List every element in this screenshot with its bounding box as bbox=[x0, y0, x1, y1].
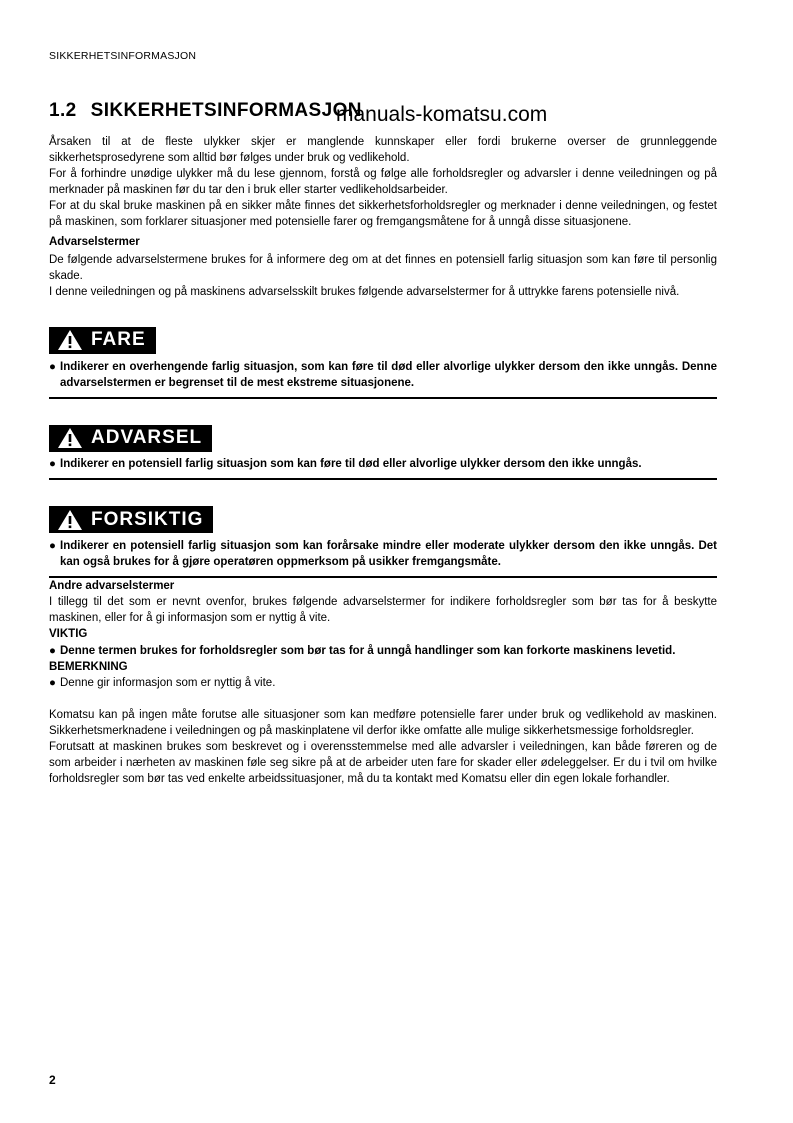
signal-label: FARE bbox=[91, 329, 146, 351]
section-number: 1.2 bbox=[49, 100, 77, 121]
bullet-icon: ● bbox=[49, 676, 56, 689]
signal-text: Indikerer en potensiell farlig situasjon som kan forårsake mindre eller moderate ulykker dersom den ikke unngås. Det kan også brukes for å gjøre operatøren oppmerksom på usikker fremgangsmåte. bbox=[60, 540, 717, 569]
section-title-text: SIKKERHETSINFORMASJON bbox=[90, 100, 362, 121]
viktig-item bbox=[49, 643, 717, 659]
section-title bbox=[49, 100, 362, 122]
document-body bbox=[49, 134, 717, 787]
bullet-icon: ● bbox=[49, 644, 56, 657]
bemerkning-text: Denne gir informasjon som er nyttig å vite. bbox=[60, 676, 276, 689]
warning-triangle-icon bbox=[57, 329, 83, 351]
closing-paragraph: Forutsatt at maskinen brukes som beskrevet og i overensstemmelse med alle advarsler i veiledningen, kan både føreren og de som arbeider i nærheten av maskinen føle seg sikre på at de arbeider uten fare for skader eller ødeleggelser. Er du i tvil om hvilke forholdsregler som bør tas ved enkelte arbeidssituasjoner, må du ta kontakt med Komatsu eller din egen lokale forhandler. bbox=[49, 741, 717, 786]
signal-text: Indikerer en potensiell farlig situasjon som kan føre til død eller alvorlige ulykker dersom den ikke unngås. bbox=[60, 458, 642, 471]
andre-heading: Andre advarselstermer bbox=[49, 580, 175, 593]
advarselstermer-paragraph: De følgende advarselstermene brukes for å informere deg om at det finnes en potensiell farlig situasjon som kan føre til personlig skade. bbox=[49, 253, 717, 282]
andre-paragraph: I tillegg til det som er nevnt ovenfor, brukes følgende advarselstermer for indikere forholdsregler som bør tas for å beskytte maskinen, eller for å gi informasjon som er nyttig å vite. bbox=[49, 596, 717, 625]
warning-triangle-icon bbox=[57, 509, 83, 531]
viktig-heading: VIKTIG bbox=[49, 628, 88, 641]
signal-text: Indikerer en overhengende farlig situasjon, som kan føre til død eller alvorlige ulykker dersom den ikke unngås. Denne advarselstermen er begrenset til de mest ekstreme situasjonene. bbox=[60, 360, 717, 389]
advarselstermer-paragraph: I denne veiledningen og på maskinens advarselsskilt brukes følgende advarselstermer for å uttrykke farens potensielle nivå. bbox=[49, 285, 680, 298]
bemerkning-item bbox=[49, 675, 717, 691]
bullet-icon: ● bbox=[49, 360, 56, 373]
bullet-icon: ● bbox=[49, 540, 56, 552]
signal-description bbox=[49, 538, 717, 578]
watermark: manuals-komatsu.com bbox=[336, 103, 548, 126]
closing-paragraph: Komatsu kan på ingen måte forutse alle situasjoner som kan medføre potensielle farer under bruk og vedlikehold av maskinen. Sikkerhetsmerknadene i veiledningen og på maskinplatene vil derfor ikke omfatte alle mulige sikkerhetsmessige forholdsregler. bbox=[49, 708, 717, 737]
viktig-text: Denne termen brukes for forholdsregler som bør tas for å unngå handlinger som kan forkorte maskinens levetid. bbox=[60, 644, 676, 657]
bullet-icon: ● bbox=[49, 458, 56, 471]
signal-description bbox=[49, 456, 717, 480]
signal-label: FORSIKTIG bbox=[91, 508, 204, 530]
intro-paragraph: For at du skal bruke maskinen på en sikker måte finnes det sikkerhetsforholdsregler og merknader i denne veiledningen, og festet på maskinen, som forklarer situasjoner med potensielle farer og fremgangsmåtene for å unngå disse situasjonene. bbox=[49, 200, 717, 229]
signal-description bbox=[49, 359, 717, 399]
running-header: SIKKERHETSINFORMASJON bbox=[49, 50, 197, 62]
signal-word-forsiktig bbox=[49, 506, 213, 533]
signal-label: ADVARSEL bbox=[91, 427, 203, 449]
intro-paragraph: For å forhindre unødige ulykker må du lese gjennom, forstå og følge alle forholdsregler og advarsler i denne veiledningen og på merknader på maskinen før du tar den i bruk eller starter vedlikeholdsarbeider. bbox=[49, 168, 717, 197]
page-number: 2 bbox=[49, 1073, 56, 1087]
signal-block-fare bbox=[49, 327, 717, 399]
intro-paragraph: Årsaken til at de fleste ulykker skjer er manglende kunnskaper eller fordi brukerne overser de grunnleggende sikkerhetsprosedyrene som alltid bør følges under bruk og vedlikehold. bbox=[49, 136, 717, 165]
advarselstermer-heading: Advarselstermer bbox=[49, 235, 140, 248]
warning-triangle-icon bbox=[57, 427, 83, 449]
signal-word-advarsel bbox=[49, 425, 212, 452]
signal-block-advarsel bbox=[49, 425, 717, 481]
signal-word-fare bbox=[49, 327, 156, 354]
bemerkning-heading: BEMERKNING bbox=[49, 660, 128, 673]
signal-block-forsiktig bbox=[49, 506, 717, 578]
